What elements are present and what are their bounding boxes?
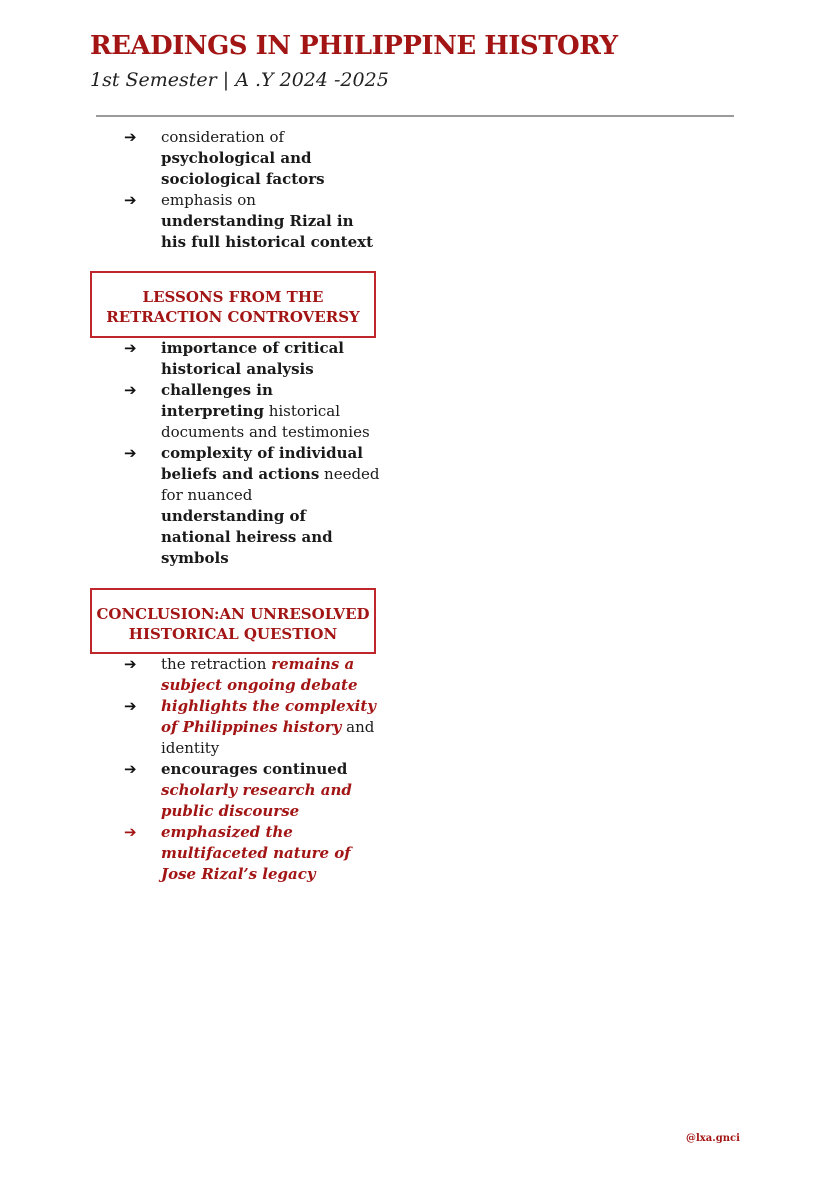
right-arrow-icon: ➔ — [124, 128, 137, 146]
content-column — [90, 127, 380, 885]
bullet-text-plain: historical documents and testimonies — [161, 402, 370, 441]
bullet-text-plain: and identity — [161, 718, 375, 757]
bullet-text-bold: understanding of national heiress and symbols — [161, 507, 333, 567]
right-arrow-icon: ➔ — [124, 655, 137, 673]
bullet-text-bold: challenges in interpreting — [161, 381, 273, 420]
list-item — [90, 190, 380, 253]
section-heading-line: RETRACTION CONTROVERSY — [106, 308, 360, 326]
right-arrow-icon: ➔ — [124, 760, 137, 778]
intro-bullet-list — [90, 127, 380, 253]
list-item — [90, 127, 380, 190]
bullet-text-plain: needed for nuanced — [161, 465, 380, 504]
list-item — [90, 338, 380, 380]
list-item — [90, 759, 380, 822]
bullet-text-emphasis: remains a subject ongoing debate — [161, 655, 358, 694]
bullet-text-emphasis: emphasized the multifaceted nature of Jose Rizal’s legacy — [161, 823, 351, 883]
right-arrow-icon: ➔ — [124, 191, 137, 209]
bullet-text-plain: emphasis on — [161, 191, 256, 209]
lessons-bullet-list — [90, 338, 380, 569]
right-arrow-icon: ➔ — [124, 697, 137, 715]
bullet-text-bold: complexity of individual beliefs and actions — [161, 444, 363, 483]
right-arrow-icon: ➔ — [124, 339, 137, 357]
right-arrow-icon: ➔ — [124, 444, 137, 462]
section-heading-line: HISTORICAL QUESTION — [128, 625, 338, 643]
list-item — [90, 696, 380, 759]
page-header — [90, 28, 790, 94]
bullet-text-bold: encourages continued — [161, 760, 348, 778]
author-watermark: @lxa.gnci — [686, 1133, 740, 1144]
document-subtitle: 1st Semester | A .Y 2024 -2025 — [90, 69, 389, 91]
section-heading-line: LESSONS FROM THE — [142, 288, 324, 306]
bullet-text-bold: understanding Rizal in his full historical context — [161, 212, 373, 251]
bullet-text-emphasis: highlights the complexity of Philippines history — [161, 697, 377, 736]
section-heading-line: CONCLUSION:AN UNRESOLVED — [96, 605, 370, 623]
header-divider — [96, 115, 734, 117]
section-heading-conclusion — [90, 588, 376, 654]
document-title: READINGS IN PHILIPPINE HISTORY — [90, 31, 618, 61]
bullet-text-bold: psychological and sociological factors — [161, 149, 325, 188]
section-heading-lessons — [90, 271, 376, 338]
list-item — [90, 822, 380, 885]
list-item — [90, 654, 380, 696]
bullet-text-plain: the retraction — [161, 655, 272, 673]
list-item — [90, 443, 380, 569]
right-arrow-icon: ➔ — [124, 381, 137, 399]
bullet-text-bold: importance of critical historical analysis — [161, 339, 345, 378]
right-arrow-icon: ➔ — [124, 823, 137, 841]
conclusion-bullet-list — [90, 654, 380, 885]
list-item — [90, 380, 380, 443]
bullet-text-plain: consideration of — [161, 128, 285, 146]
bullet-text-emphasis: scholarly research and public discourse — [161, 781, 352, 820]
